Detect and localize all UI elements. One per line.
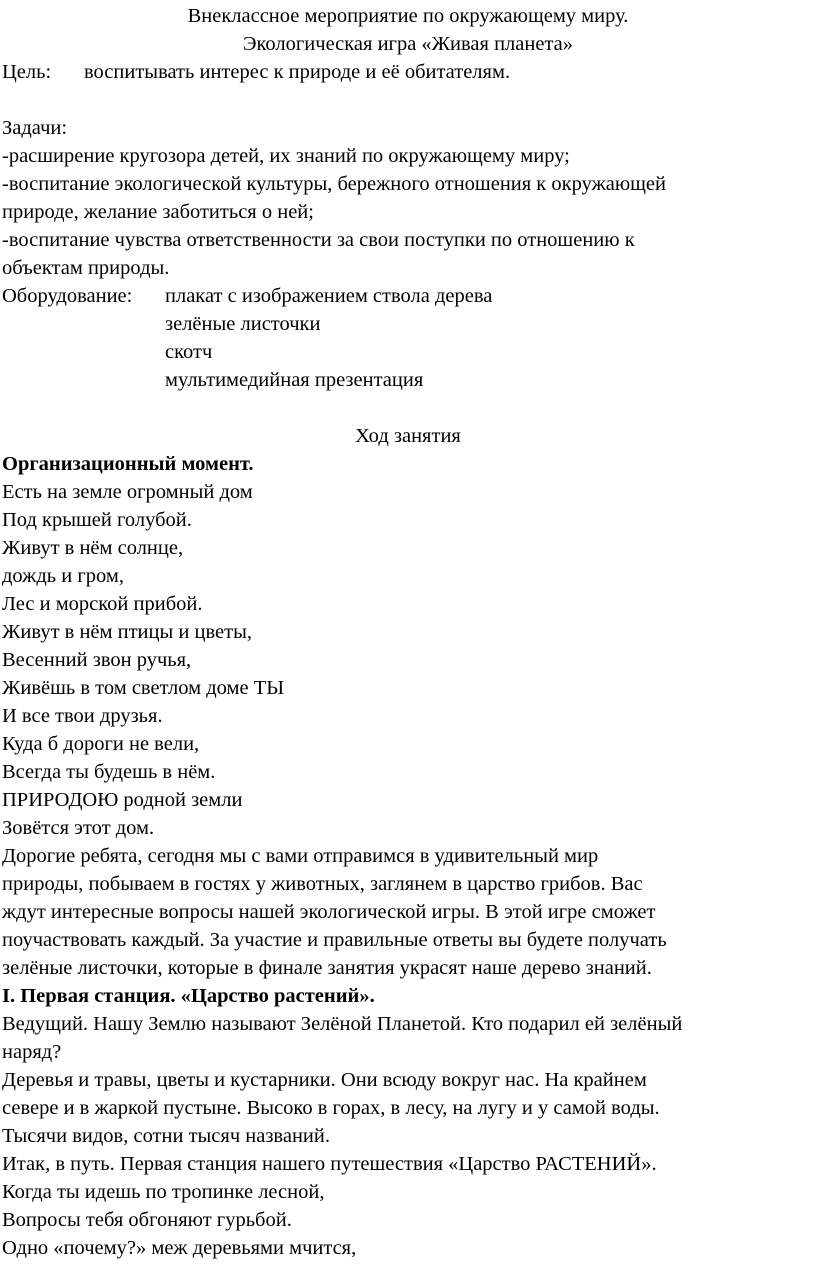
document-title: Внеклассное мероприятие по окружающему миру. <box>187 5 629 27</box>
document-subtitle: Экологическая игра «Живая планета» <box>242 33 574 55</box>
tasks-line: -расширение кругозора детей, их знаний по окружающему миру; <box>2 145 570 167</box>
equipment-item: зелёные листочки <box>165 313 321 335</box>
poem-line: Зовётся этот дом. <box>2 817 155 839</box>
intro-line: ждут интересные вопросы нашей экологической игры. В этой игре сможет <box>2 901 656 923</box>
intro-line: Дорогие ребята, сегодня мы с вами отправимся в удивительный мир <box>2 845 599 867</box>
station1-line: Когда ты идешь по тропинке лесной, <box>2 1181 325 1203</box>
station1-line: Одно «почему?» меж деревьями мчится, <box>2 1237 357 1259</box>
poem-line: дождь и гром, <box>2 565 124 587</box>
org-moment-heading: Организационный момент. <box>2 453 254 475</box>
poem-line: Лес и морской прибой. <box>2 593 203 615</box>
poem-line: Под крышей голубой. <box>2 509 192 531</box>
station1-line: Итак, в путь. Первая станция нашего путешествия «Царство РАСТЕНИЙ». <box>2 1153 657 1175</box>
station1-line: севере и в жаркой пустыне. Высоко в горах, в лесу, на лугу и у самой воды. <box>2 1097 660 1119</box>
station1-line: наряд? <box>2 1041 62 1063</box>
tasks-line: природе, желание заботиться о ней; <box>2 201 314 223</box>
equipment-item: плакат с изображением ствола дерева <box>165 285 493 307</box>
course-title: Ход занятия <box>355 425 461 447</box>
intro-line: поучаствовать каждый. За участие и правильные ответы вы будете получать <box>2 929 667 951</box>
station1-line: Деревья и травы, цветы и кустарники. Они всюду вокруг нас. На крайнем <box>2 1069 647 1091</box>
intro-line: природы, побываем в гостях у животных, заглянем в царство грибов. Вас <box>2 873 643 895</box>
station1-line: Тысячи видов, сотни тысяч названий. <box>2 1125 330 1147</box>
poem-line: Живут в нём птицы и цветы, <box>2 621 252 643</box>
poem-line: Весенний звон ручья, <box>2 649 192 671</box>
goal-label: Цель: <box>2 61 52 83</box>
equipment-item: скотч <box>165 341 213 363</box>
tasks-line: объектам природы. <box>2 257 170 279</box>
poem-line: И все твои друзья. <box>2 705 163 727</box>
intro-line: зелёные листочки, которые в финале занятия украсят наше дерево знаний. <box>2 957 652 979</box>
equipment-label: Оборудование: <box>2 285 133 307</box>
poem-line: Есть на земле огромный дом <box>2 481 253 503</box>
station1-line: Вопросы тебя обгоняют гурьбой. <box>2 1209 292 1231</box>
tasks-line: -воспитание экологической культуры, бережного отношения к окружающей <box>2 173 666 195</box>
goal-line <box>0 58 816 86</box>
tasks-line: -воспитание чувства ответственности за свои поступки по отношению к <box>2 229 635 251</box>
poem-line: Всегда ты будешь в нём. <box>2 761 216 783</box>
equipment-item: мультимедийная презентация <box>165 369 424 391</box>
station1-line: Ведущий. Нашу Землю называют Зелёной Планетой. Кто подарил ей зелёный <box>2 1013 683 1035</box>
station1-heading: I. Первая станция. «Царство растений». <box>2 985 375 1007</box>
equipment-line <box>0 282 816 310</box>
tasks-label: Задачи: <box>2 117 68 139</box>
poem-line: Живёшь в том светлом доме ТЫ <box>2 677 285 699</box>
poem-line: Живут в нём солнце, <box>2 537 184 559</box>
poem-line: ПРИРОДОЮ родной земли <box>2 789 243 811</box>
poem-line: Куда б дороги не вели, <box>2 733 200 755</box>
goal-text: воспитывать интерес к природе и её обитателям. <box>84 61 511 83</box>
